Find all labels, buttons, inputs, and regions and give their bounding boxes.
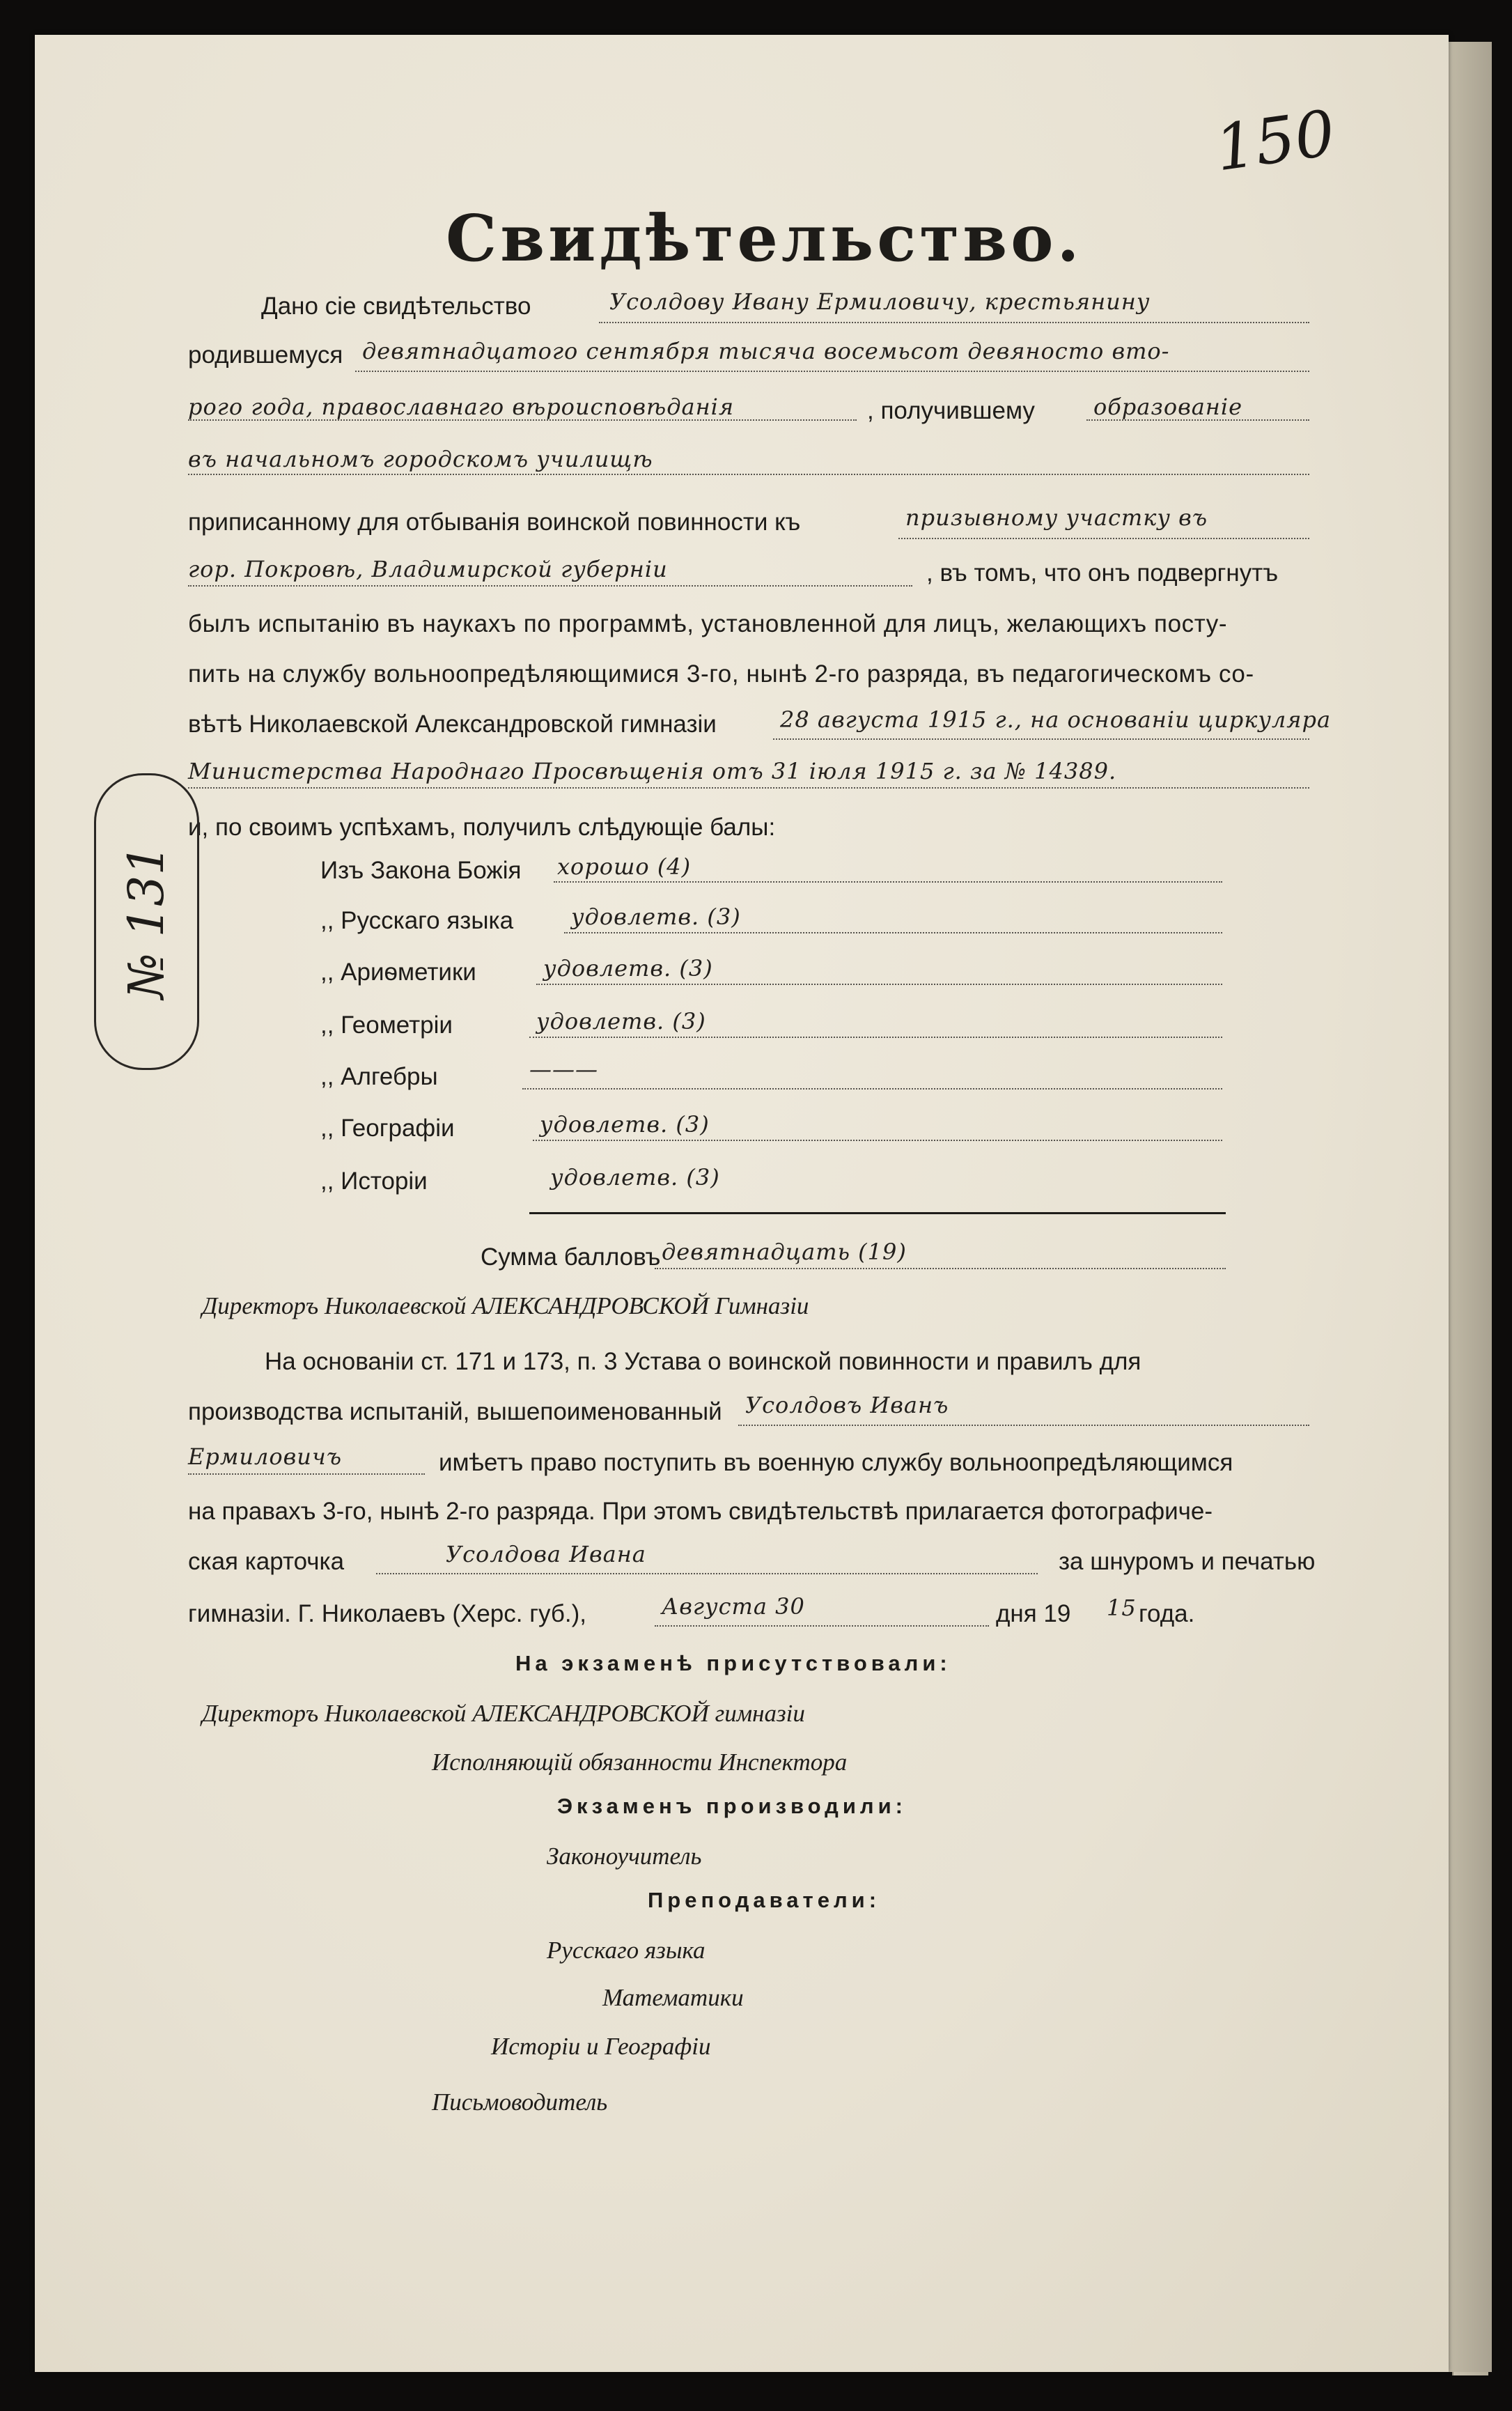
fill-rule bbox=[533, 1140, 1222, 1141]
sig-clerk: Письмоводитель bbox=[432, 2088, 608, 2116]
fill-rule bbox=[188, 419, 857, 421]
handwritten-photo-name: Усолдова Ивана bbox=[446, 1541, 646, 1567]
handwritten-district: призывному участку въ bbox=[905, 504, 1208, 531]
sig-inspector: Исполняющій обязанности Инспектора bbox=[432, 1749, 848, 1776]
sig-math: Математики bbox=[602, 1984, 744, 2011]
sig-law: Законоучитель bbox=[547, 1843, 702, 1870]
fill-rule bbox=[738, 1425, 1309, 1426]
text-line: , получившему bbox=[867, 397, 1035, 424]
text-line: родившемуся bbox=[188, 341, 343, 369]
handwritten-town: гор. Покровѣ, Владимирской губерніи bbox=[188, 556, 668, 582]
sum-value: девятнадцать (19) bbox=[662, 1239, 907, 1265]
grade-label: ,, Исторіи bbox=[320, 1168, 428, 1195]
sum-label: Сумма балловъ bbox=[481, 1243, 661, 1271]
handwritten-name: Усолдовъ Иванъ bbox=[745, 1392, 949, 1418]
fill-rule bbox=[529, 1037, 1222, 1038]
handwritten-education: образованіе bbox=[1093, 394, 1243, 420]
fill-rule bbox=[898, 538, 1309, 539]
stamp-number: № 131 bbox=[118, 844, 176, 1000]
handwritten-exam-date: 28 августа 1915 г., на основаніи циркуляра bbox=[780, 706, 1332, 733]
fill-rule bbox=[536, 984, 1222, 985]
folio-number: 150 bbox=[1210, 96, 1340, 186]
text-line: имѣетъ право поступить въ военную службу вольноопредѣляющимся bbox=[439, 1449, 1233, 1476]
text-line: ская карточка bbox=[188, 1548, 345, 1575]
grade-value: удовлетв. (3) bbox=[571, 904, 741, 930]
fill-rule bbox=[1086, 419, 1309, 421]
fill-rule bbox=[376, 1573, 1038, 1574]
handwritten-circular: Министерства Народнаго Просвѣщенія отъ 31 іюля 1915 г. за № 14389. bbox=[188, 758, 1117, 784]
text-line: года. bbox=[1139, 1600, 1195, 1627]
sig-russian: Русскаго языка bbox=[547, 1937, 706, 1964]
exam-present-heading: На экзаменѣ присутствовали: bbox=[515, 1651, 951, 1675]
document-title: Свидѣтельство. bbox=[446, 201, 1083, 276]
text-line: На основаніи ст. 171 и 173, п. 3 Устава о воинской повинности и правилъ для bbox=[265, 1348, 1141, 1375]
fill-rule bbox=[188, 585, 912, 587]
grade-value: удовлетв. (3) bbox=[540, 1111, 710, 1138]
grade-label: ,, Алгебры bbox=[320, 1063, 438, 1090]
teachers-heading: Преподаватели: bbox=[648, 1888, 881, 1912]
fill-rule bbox=[773, 738, 1309, 740]
grade-label: Изъ Закона Божія bbox=[320, 857, 522, 884]
fill-rule bbox=[554, 881, 1222, 883]
handwritten-birthdate: девятнадцатого сентября тысяча восемьсот девяносто вто- bbox=[362, 338, 1170, 364]
text-line: за шнуромъ и печатью bbox=[1059, 1548, 1316, 1575]
grade-label: ,, Ариѳметики bbox=[320, 959, 476, 986]
grade-value: ——— bbox=[529, 1056, 598, 1083]
fill-rule bbox=[564, 932, 1222, 933]
sig-history: Исторіи и Географіи bbox=[491, 2033, 711, 2060]
handwritten-religion: рого года, православнаго вѣроисповѣданія bbox=[188, 394, 735, 420]
text-line: Дано сіе свидѣтельство bbox=[261, 293, 531, 320]
fill-rule bbox=[188, 1473, 425, 1475]
grade-label: ,, Географіи bbox=[320, 1115, 455, 1142]
text-line: гимназіи. Г. Николаевъ (Херс. губ.), bbox=[188, 1600, 587, 1627]
fill-rule bbox=[599, 322, 1309, 323]
handwritten-date: Августа 30 bbox=[662, 1593, 805, 1620]
grade-label: ,, Геометріи bbox=[320, 1011, 453, 1039]
grade-value: удовлетв. (3) bbox=[550, 1164, 720, 1191]
fill-rule bbox=[655, 1268, 1226, 1269]
certificate-page bbox=[35, 35, 1449, 2372]
text-line: и, по своимъ успѣхамъ, получилъ слѣдующіе балы: bbox=[188, 814, 776, 841]
grade-value: удовлетв. (3) bbox=[536, 1008, 706, 1034]
text-line: , въ томъ, что онъ подвергнутъ bbox=[926, 559, 1279, 587]
handwritten-patronymic: Ермиловичъ bbox=[188, 1443, 343, 1470]
text-line: пить на службу вольноопредѣляющимися 3-го, нынѣ 2-го разряда, въ педагогическомъ со- bbox=[188, 660, 1254, 688]
fill-rule bbox=[522, 1088, 1222, 1090]
sig-director: Директоръ Николаевской АЛЕКСАНДРОВСКОЙ гимназіи bbox=[202, 1700, 805, 1727]
grade-value: хорошо (4) bbox=[557, 853, 692, 880]
text-line: на правахъ 3-го, нынѣ 2-го разряда. При этомъ свидѣтельствѣ прилагается фотографиче- bbox=[188, 1498, 1213, 1525]
fill-rule bbox=[188, 787, 1309, 789]
handwritten-year: 15 bbox=[1107, 1595, 1137, 1621]
exam-conducted-heading: Экзаменъ производили: bbox=[557, 1794, 907, 1818]
grade-value: удовлетв. (3) bbox=[543, 955, 713, 982]
text-line: былъ испытанію въ наукахъ по программѣ, установленной для лицъ, желающихъ посту- bbox=[188, 610, 1228, 637]
text-line: производства испытаній, вышепоименованный bbox=[188, 1398, 722, 1425]
text-line: дня 19 bbox=[996, 1600, 1071, 1627]
registry-stamp bbox=[94, 773, 199, 1070]
total-rule bbox=[529, 1212, 1226, 1214]
text-line: вѣтѣ Николаевской Александровской гимназіи bbox=[188, 711, 717, 738]
fill-rule bbox=[655, 1625, 989, 1627]
handwritten-school: въ начальномъ городскомъ училищѣ bbox=[188, 446, 653, 472]
fill-rule bbox=[355, 371, 1309, 372]
grade-label: ,, Русскаго языка bbox=[320, 907, 514, 934]
fill-rule bbox=[188, 474, 1309, 475]
text-line: приписанному для отбыванія воинской повинности къ bbox=[188, 509, 801, 536]
director-line: Директоръ Николаевской АЛЕКСАНДРОВСКОЙ Гимназіи bbox=[202, 1292, 809, 1319]
handwritten-name: Усолдову Ивану Ермиловичу, крестьянину bbox=[609, 288, 1151, 315]
